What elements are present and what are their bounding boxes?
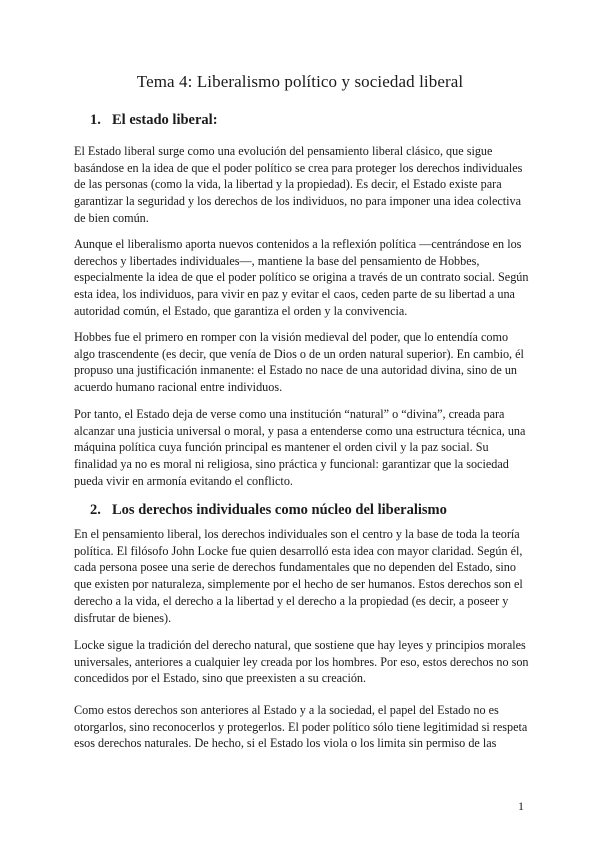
section-2-paragraph-1: En el pensamiento liberal, los derechos individuales son el centro y la base de toda la teoría política. El filósofo John Locke fue quien desarrolló esta idea con mayor claridad. Según él, cada persona posee una serie de derechos fundamentales que no dependen del Estado, sino que existen por naturaleza, simplemente por el hecho de ser humanos. Estos derechos son el derecho a la vida, el derecho a la libertad y el derecho a la propiedad (es decir, a poseer y disfrutar de bienes). xyxy=(74,527,523,625)
section-2-paragraph-3: Como estos derechos son anteriores al Estado y a la sociedad, el papel del Estado no es otorgarlos, sino reconocerlos y protegerlos. El poder político sólo tiene legitimidad si respeta esos derechos naturales. De hecho, si el Estado los viola o los limita sin permiso de las xyxy=(74,703,528,751)
section-2-number: 2. xyxy=(90,502,101,518)
section-1-number: 1. xyxy=(90,112,101,128)
section-1-paragraph-3: Hobbes fue el primero en romper con la visión medieval del poder, que lo entendía como algo trascendente (es decir, que venía de Dios o de un orden natural superior). En cambio, él propuso una justificación inmanente: el Estado no nace de una autoridad divina, sino de un acuerdo humano racional entre individuos. xyxy=(74,330,524,395)
section-2-paragraph-2: Locke sigue la tradición del derecho natural, que sostiene que hay leyes y principios morales universales, anteriores a cualquier ley creada por los hombres. Por eso, estos derechos no son concedidos por el Estado, sino que preexisten a su creación. xyxy=(74,638,529,686)
section-2-heading xyxy=(90,502,447,519)
document-title: Tema 4: Liberalismo político y sociedad liberal xyxy=(136,72,464,91)
section-1-paragraph-4: Por tanto, el Estado deja de verse como una institución “natural” o “divina”, creada para alcanzar una justicia universal o moral, y pasa a entenderse como una estructura técnica, una máquina política cuya función principal es mantener el orden civil y la paz social. Su finalidad ya no es moral ni religiosa, sino práctica y funcional: garantizar que la sociedad pueda vivir en armonía evitando el conflicto. xyxy=(74,407,526,488)
section-1-heading xyxy=(90,112,218,129)
section-1-paragraph-1: El Estado liberal surge como una evolución del pensamiento liberal clásico, que sigue basándose en la idea de que el poder político se crea para proteger los derechos individuales de las personas (como la vida, la libertad y la propiedad). Es decir, el Estado existe para garantizar la seguridad y los derechos de los individuos, no para imponer una idea colectiva de bien común. xyxy=(74,144,523,225)
section-1-title: El estado liberal: xyxy=(112,112,218,128)
page-number: 1 xyxy=(518,799,524,813)
section-2-title: Los derechos individuales como núcleo del liberalismo xyxy=(112,502,447,518)
section-1-paragraph-2: Aunque el liberalismo aporta nuevos contenidos a la reflexión política —centrándose en los derechos y libertades individuales—, mantiene la base del pensamiento de Hobbes, especialmente la idea de que el poder político se origina a través de un contrato social. Según esta idea, los individuos, para vivir en paz y evitar el caos, ceden parte de su libertad a una autoridad común, el Estado, que garantiza el orden y la convivencia. xyxy=(74,237,529,318)
